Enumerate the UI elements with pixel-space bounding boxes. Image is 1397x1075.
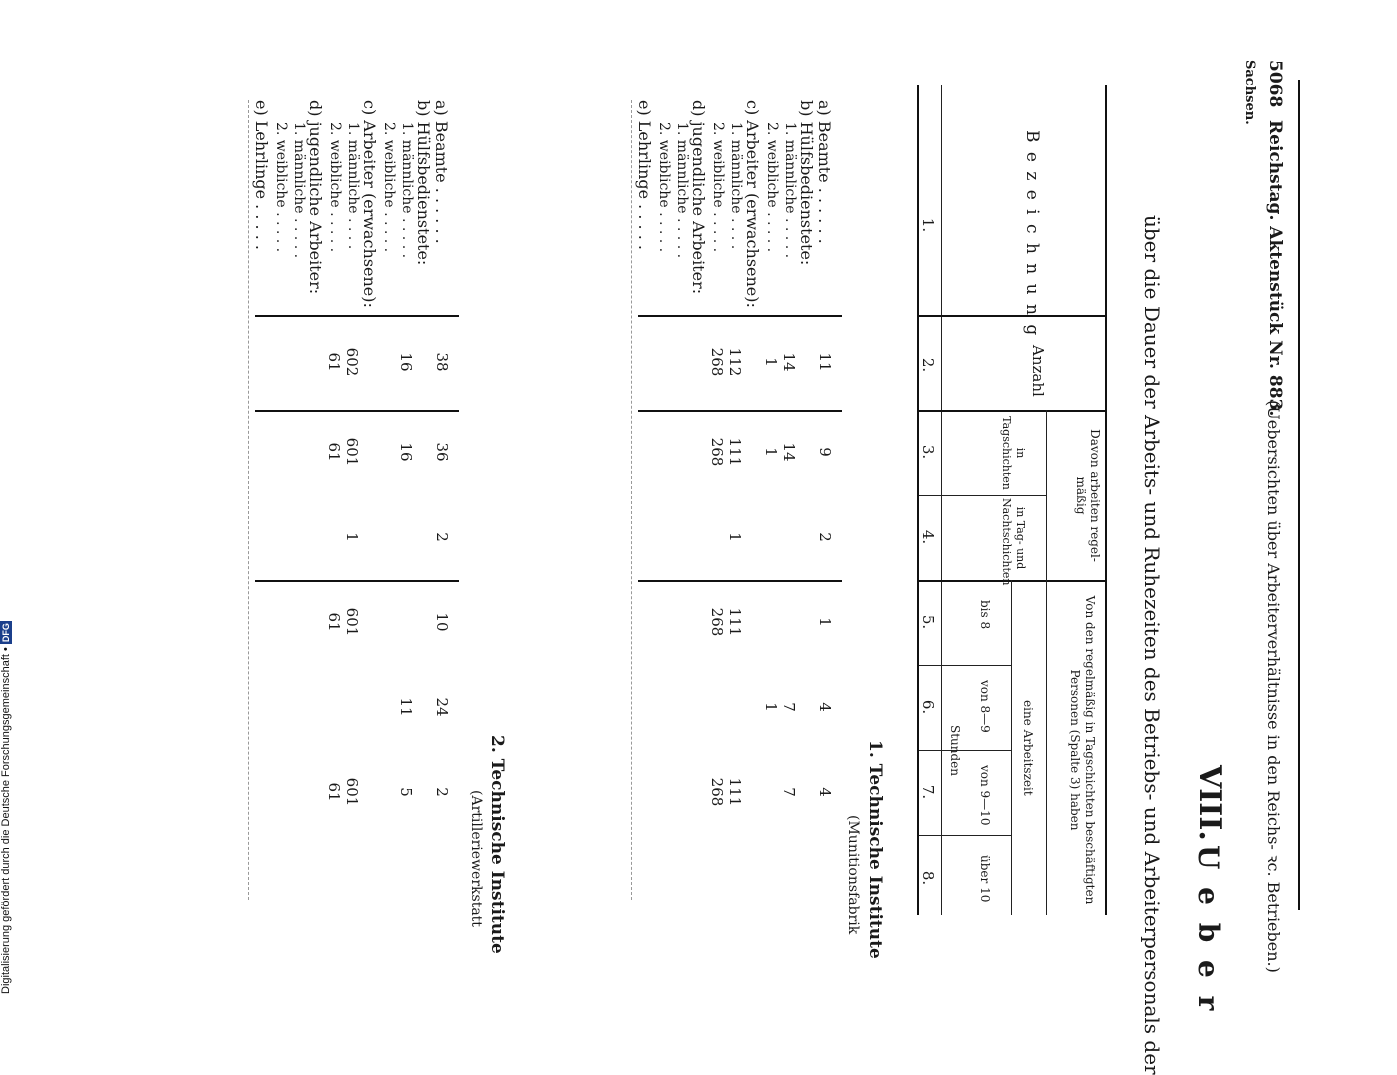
cell-value: 16: [397, 442, 415, 462]
cell-value: 1: [726, 532, 744, 542]
cell-value: 1: [762, 702, 780, 712]
cell-value: 7: [780, 702, 798, 712]
row-label: c) Arbeiter (erwachsene):: [743, 100, 762, 308]
col-rule-1: [919, 315, 1107, 317]
running-title: Reichstag. Aktenstück Nr. 883.: [1265, 120, 1285, 417]
section-1-heading: 1. Technische Institute: [865, 740, 885, 959]
dfg-credit-text: Digitalisierung gefördert durch die Deutsche Forschungsgemeinschaft •: [0, 647, 12, 994]
row-label: 1. männliche . . . . .: [399, 122, 415, 259]
row-label: 1. männliche . . . . .: [291, 122, 307, 259]
row-label: a) Beamte . . . . . .: [432, 100, 451, 244]
col-number-8: 8.: [919, 870, 937, 886]
row-label: e) Lehrlinge . . . . .: [635, 100, 654, 250]
section-2-sub: (Artilleriewerkstatt: [468, 790, 484, 927]
col-number-2: 2.: [919, 357, 937, 373]
row-label: d) jugendliche Arbeiter:: [306, 100, 325, 295]
running-subtitle: (Uebersichten über Arbeiterverhältnisse in den Reichs- ꝛc. Betrieben.): [1264, 400, 1283, 973]
title-subtitle: über die Dauer der Arbeits- und Ruhezeiten des Betriebs- und Arbeiterpersonals der: [1140, 215, 1164, 1075]
state-label: Sachsen.: [1242, 60, 1257, 125]
col-number-6: 6.: [919, 699, 937, 715]
title-word: U e b e r: [1192, 845, 1225, 1015]
cell-value: 2: [433, 787, 451, 797]
row-label: 1. männliche . . . .: [345, 122, 361, 250]
table-top-rule: [1105, 85, 1107, 915]
row-label: 2. weibliche . . . . .: [656, 122, 672, 253]
cell-value: 1: [343, 532, 361, 542]
cell-value: 112: [726, 347, 744, 377]
col-rule-2: [919, 410, 1107, 412]
arbeitszeit-rule: [1011, 580, 1012, 915]
cell-value: 1: [762, 447, 780, 457]
cell-value: 7: [780, 787, 798, 797]
cell-value: 4: [816, 702, 834, 712]
cell-value: 14: [780, 352, 798, 372]
row-label: b) Hülfsbedienstete:: [414, 100, 433, 266]
cell-value: 111: [726, 777, 744, 807]
cell-value: 61: [325, 782, 343, 802]
row-label: d) jugendliche Arbeiter:: [689, 100, 708, 295]
col-header-von9-10: von 9—10: [978, 765, 992, 826]
dfg-credit: [0, 604, 18, 994]
page-number: 5068: [1265, 60, 1285, 108]
col-header-in-tag-nacht: in Tag- und Nachtschichten: [1000, 498, 1027, 586]
col-header-eine-arbeitszeit: eine Arbeitszeit: [1021, 700, 1035, 796]
cell-value: 268: [708, 607, 726, 637]
cell-value: 24: [433, 697, 451, 717]
row-label: 2. weibliche . . . . .: [327, 122, 343, 253]
cell-value: 268: [708, 437, 726, 467]
cell-value: 111: [726, 607, 744, 637]
dfg-logo: DFG: [1, 623, 11, 643]
davon-rule: [1046, 410, 1047, 580]
row-label: b) Hülfsbedienstete:: [797, 100, 816, 266]
col-rule-3: [919, 495, 1047, 496]
title-numeral: VIII.: [1192, 765, 1227, 841]
body-col-rule: [638, 315, 842, 317]
cell-value: 11: [816, 352, 834, 372]
body-col-rule: [638, 410, 842, 412]
col-rule-5: [919, 665, 1012, 666]
cell-value: 2: [816, 532, 834, 542]
col-rule-4: [919, 580, 1107, 582]
section-2-heading: 2. Technische Institute: [487, 735, 507, 954]
col-header-bezeichnung: B e z e i c h n u n g: [1022, 130, 1042, 338]
cell-value: 61: [325, 352, 343, 372]
row-label: 2. weibliche . . . . .: [273, 122, 289, 253]
col-header-von-den: Von den regelmäßig in Tagschichten beschäftigten Personen (Spalte 3) haben: [1068, 595, 1097, 905]
section-rule: [631, 100, 632, 900]
cell-value: 61: [325, 442, 343, 462]
row-label: 1. männliche . . . . .: [782, 122, 798, 259]
row-label: c) Arbeiter (erwachsene):: [360, 100, 379, 308]
cell-value: 1: [816, 617, 834, 627]
row-label: e) Lehrlinge . . . . .: [252, 100, 271, 250]
cell-value: 601: [343, 437, 361, 467]
cell-value: 2: [433, 532, 451, 542]
cell-value: 602: [343, 347, 361, 377]
cell-value: 111: [726, 437, 744, 467]
row-label: 1. männliche . . . .: [728, 122, 744, 250]
cell-value: 11: [397, 697, 415, 717]
section-1-sub: (Munitionsfabrik: [845, 815, 861, 935]
section-rule: [248, 100, 249, 900]
colnum-rule: [941, 85, 942, 915]
header-rule: [1298, 80, 1300, 910]
col-header-anzahl: Anzahl: [1029, 345, 1047, 397]
col-header-von8-9: von 8—9: [978, 680, 992, 733]
cell-value: 601: [343, 777, 361, 807]
col-header-bis8: bis 8: [978, 600, 992, 630]
body-col-rule: [255, 580, 459, 582]
body-col-rule: [638, 580, 842, 582]
col-number-3: 3.: [919, 444, 937, 460]
col-rule-6: [919, 750, 1012, 751]
cell-value: 36: [433, 442, 451, 462]
row-label: 2. weibliche . . . . .: [710, 122, 726, 253]
col-header-ueber10: über 10: [978, 855, 992, 903]
cell-value: 16: [397, 352, 415, 372]
col-header-in-tag: in Tagschichten: [1000, 416, 1027, 490]
col-number-1: 1.: [919, 217, 937, 233]
row-label: 2. weibliche . . . . .: [764, 122, 780, 253]
cell-value: 4: [816, 787, 834, 797]
cell-value: 601: [343, 607, 361, 637]
cell-value: 61: [325, 612, 343, 632]
row-label: 1. männliche . . . . .: [674, 122, 690, 259]
col-rule-7: [919, 835, 1012, 836]
cell-value: 268: [708, 347, 726, 377]
cell-value: 5: [397, 787, 415, 797]
cell-value: 38: [433, 352, 451, 372]
cell-value: 14: [780, 442, 798, 462]
row-label: a) Beamte . . . . . .: [815, 100, 834, 244]
col-header-davon: Davon arbeiten regel-mäßig: [1074, 429, 1102, 562]
cell-value: 10: [433, 612, 451, 632]
col-number-5: 5.: [919, 614, 937, 630]
body-col-rule: [255, 315, 459, 317]
col-header-stunden: Stunden: [948, 725, 962, 777]
col-number-4: 4.: [919, 529, 937, 545]
row-label: 2. weibliche . . . . .: [381, 122, 397, 253]
cell-value: 1: [762, 357, 780, 367]
body-col-rule: [255, 410, 459, 412]
cell-value: 9: [816, 447, 834, 457]
cell-value: 268: [708, 777, 726, 807]
col-number-7: 7.: [919, 784, 937, 800]
vonden-rule: [1046, 580, 1047, 915]
